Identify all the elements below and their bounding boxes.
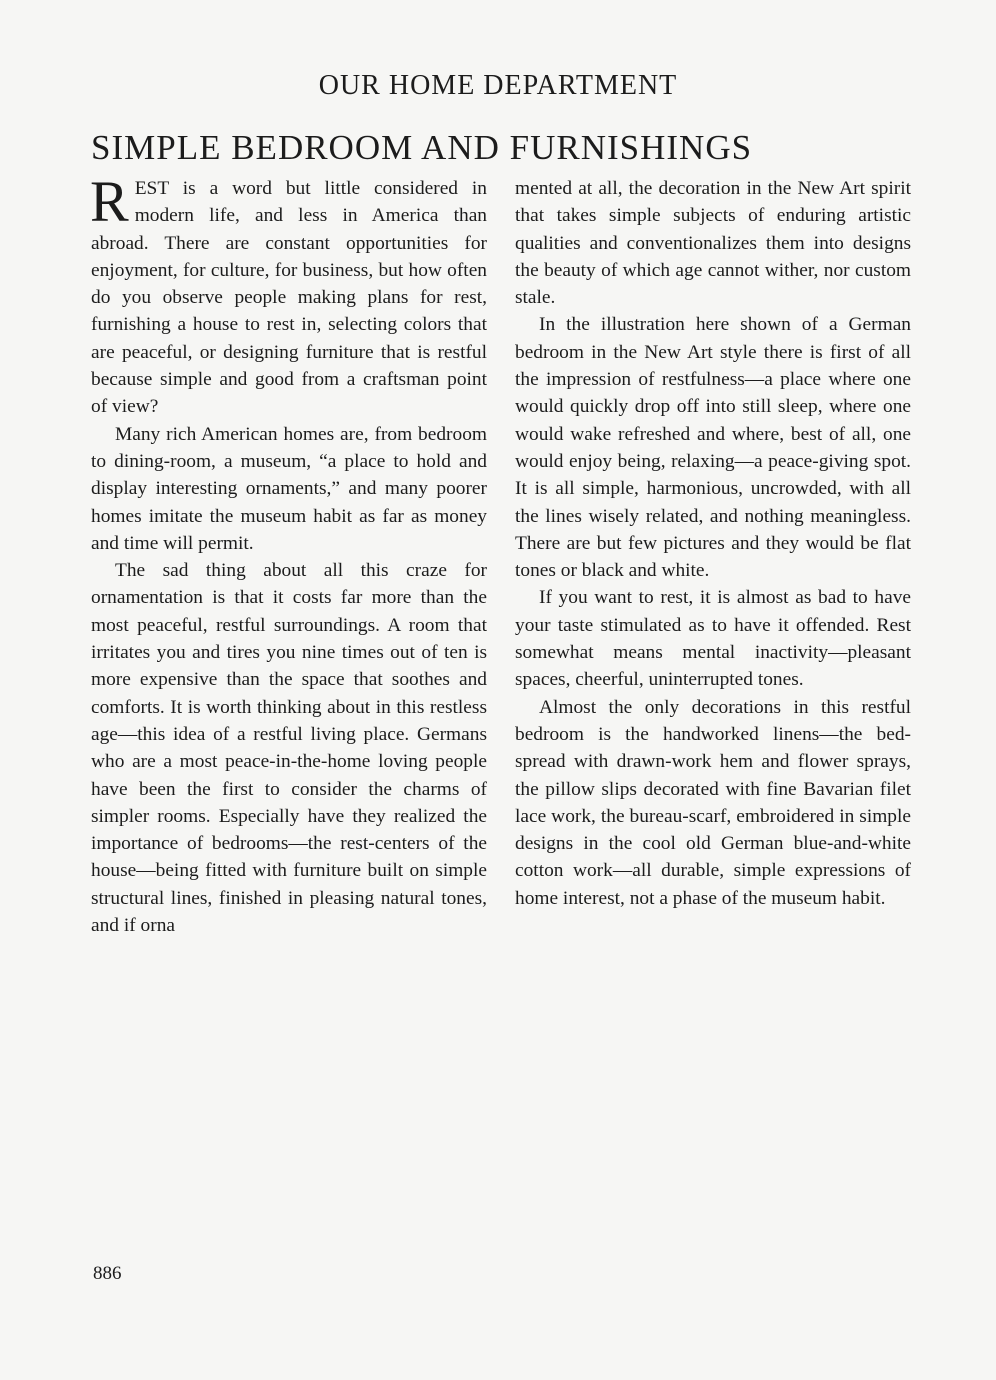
article-title: SIMPLE BEDROOM AND FURNISHINGS bbox=[91, 128, 753, 167]
right-column bbox=[515, 175, 911, 912]
left-column bbox=[90, 169, 487, 939]
paragraph-1-text: EST is a word but little considered in modern life, and less in America than abroad. There are constant opportunities for enjoyment, for culture, for business, but how often do you observe people making plans for rest, furnishing a house to rest in, selecting colors that are peaceful, or designing furniture that is restful because simple and good from a craftsman point of view? bbox=[91, 178, 487, 418]
paragraph-6: Almost the only decorations in this restful bedroom is the handworked linens—the bed-spread with drawn-work hem and flower sprays, the pillow slips decorated with fine Bavarian filet lace work, the bureau-scarf, embroidered in simple designs in the cool old German blue-and-white cotton work—all durable, simple expressions of home interest, not a phase of the museum habit. bbox=[515, 696, 911, 909]
paragraph-4: In the illustration here shown of a German bedroom in the New Art style there is first of all the impression of restfulness—a place where one would quickly drop off into still sleep, where one would wake refreshed and where, best of all, one would enjoy being, relaxing—a peace-giving spot. It is all simple, harmonious, uncrowded, with all the lines wisely related, and nothing meaningless. There are but few pictures and they would be flat tones or black and white. bbox=[515, 314, 911, 582]
paragraph-2: Many rich American homes are, from bedroom to dining-room, a museum, “a place to hold and display interesting ornaments,” and many poorer homes imitate the museum habit as far as money and time will permit. bbox=[91, 423, 487, 554]
paragraph-3-continued: mented at all, the decoration in the New Art spirit that takes simple subjects of enduring artistic qualities and conventionalizes them into designs the beauty of which age cannot wither, nor custom stale. bbox=[515, 178, 911, 309]
paragraph-3-start: The sad thing about all this craze for ornamentation is that it costs far more than the most peaceful, restful surroundings. A room that irritates you and tires you nine times out of ten is more expensive than the space that soothes and comforts. It is worth thinking about in this restless age—this idea of a restful living place. Germans who are a most peace-in-the-home loving people have been the first to consider the charms of simpler rooms. Especially have they realized the importance of bedrooms—the rest-centers of the house—being fitted with furniture built on simple structural lines, finished in pleasing natural tones, and if orna bbox=[91, 560, 487, 937]
department-heading: OUR HOME DEPARTMENT bbox=[318, 70, 678, 101]
page-number: 886 bbox=[93, 1263, 122, 1284]
paragraph-1 bbox=[90, 169, 487, 421]
drop-cap: R bbox=[90, 169, 129, 234]
paragraph-5: If you want to rest, it is almost as bad to have your taste stimulated as to have it offended. Rest somewhat means mental inactivity—pleasant spaces, cheerful, uninterrupted tones. bbox=[515, 587, 911, 691]
